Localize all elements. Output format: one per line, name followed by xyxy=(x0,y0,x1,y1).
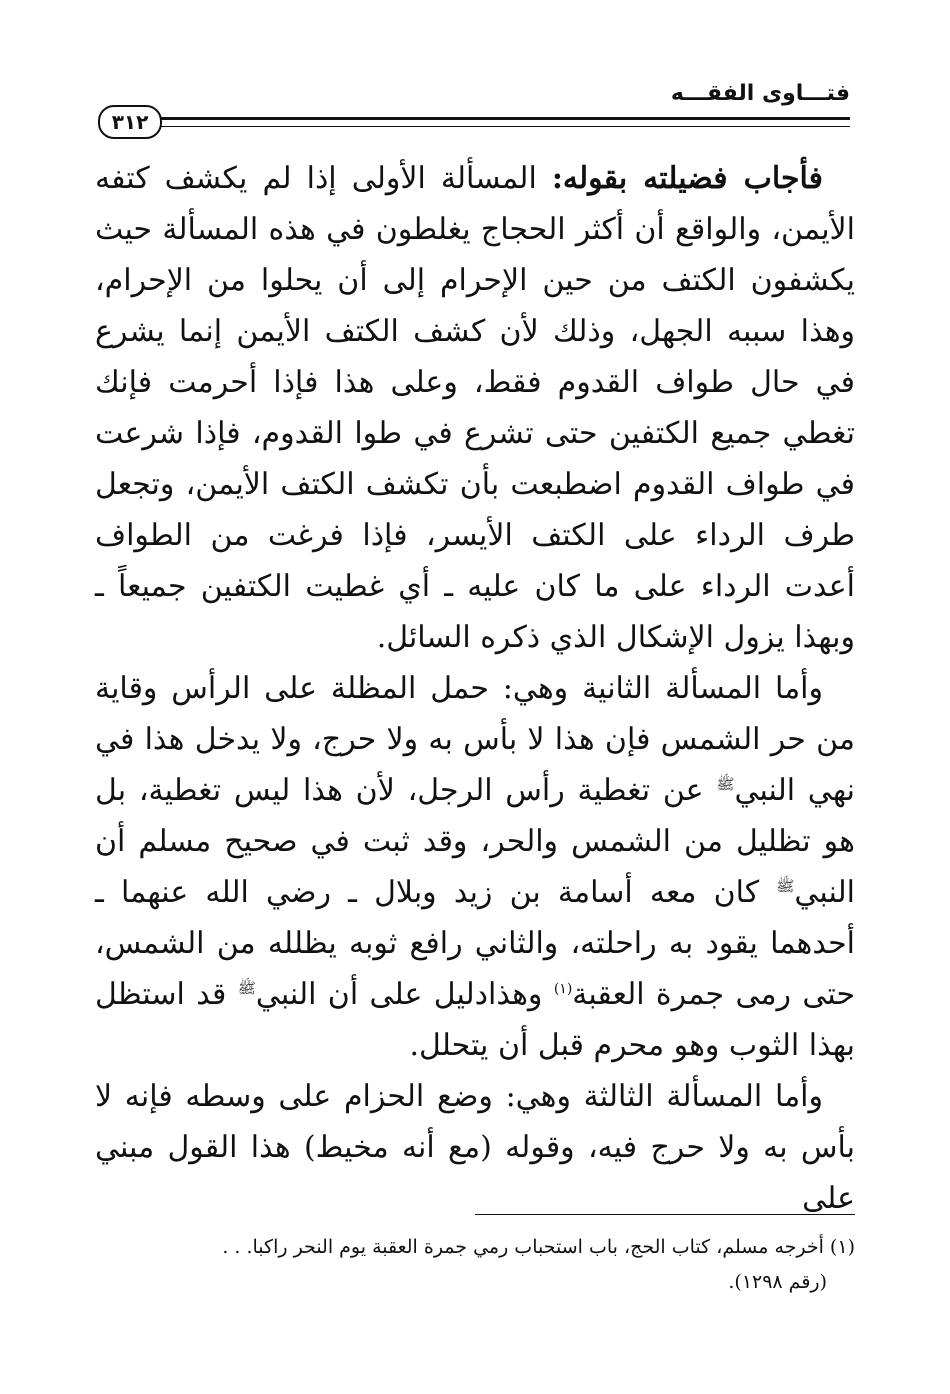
running-title: فتـــاوى الفقـــه xyxy=(670,81,850,106)
paragraph-2-part-b: عن تغطية رأس الرجل، لأن هذا ليس تغطية، بل هو تظليل من الشمس والحر، وقد ثبت في صحيح مسلم أن النبي xyxy=(95,773,855,910)
paragraph-2-part-a: وأما المسألة الثانية وهي: حمل المظلة على الرأس وقاية من حر الشمس فإن هذا لا بأس به ولا حرج، ولا يدخل هذا في نهي النبي xyxy=(95,671,855,808)
main-text xyxy=(95,153,855,1224)
paragraph-2 xyxy=(95,663,855,1071)
paragraph-2-part-d: وهذادليل على أن النبي xyxy=(255,977,543,1012)
footnote-1-line-1: (١) أخرجه مسلم، كتاب الحج، باب استحباب رمي جمرة العقبة يوم النحر راكبا. . . xyxy=(222,1236,855,1258)
footnote-1-line-2: (رقم ١٢٩٨). xyxy=(728,1271,827,1293)
pbuh-ligature: ﷺ xyxy=(237,979,256,997)
paragraph-1-text: المسألة الأولى إذا لم يكشف كتفه الأيمن، والواقع أن أكثر الحجاج يغلطون في هذه المسألة حيث يكشفون الكتف من حين الإحرام إلى أن يحلوا من الإحرام، وهذا سببه الجهل، وذلك لأن كشف الكتف الأيمن إنما يشرع في حال طواف القدوم فقط، وعلى هذا فإذا أحرمت فإنك تغطي جميع الكتفين حتى تشرع في طوا القدوم، فإذا شرعت في طواف القدوم اضطبعت بأن تكشف الكتف الأيمن، وتجعل طرف الرداء على الكتف الأيسر، فإذا فرغت من الطواف أعدت الرداء على ما كان عليه ـ أي غطيت الكتفين جميعاً ـ وبهذا يزول الإشكال الذي ذكره السائل. xyxy=(95,161,855,655)
pbuh-ligature: ﷺ xyxy=(716,775,735,793)
footnotes xyxy=(95,1230,855,1300)
paragraph-3-text: وأما المسألة الثالثة وهي: وضع الحزام على وسطه فإنه لا بأس به ولا حرج فيه، وقوله (مع أنه مخيط) هذا القول مبني على xyxy=(95,1079,855,1216)
header-rule xyxy=(150,117,850,127)
paragraph-2-part-c: كان معه أسامة بن زيد وبلال ـ رضي الله عنهما ـ أحدهما يقود به راحلته، والثاني رافع ثوبه يظلله من الشمس، حتى رمى جمرة العقبة xyxy=(95,875,856,1012)
footnote-rule xyxy=(475,1214,855,1215)
footnote-marker[interactable]: (١) xyxy=(553,981,573,997)
page-number: ٣١٢ xyxy=(98,105,162,139)
paragraph-1 xyxy=(95,153,855,663)
pbuh-ligature: ﷺ xyxy=(776,877,795,895)
paragraph-2-part-e: قد استظل بهذا الثوب وهو محرم قبل أن يتحلل. xyxy=(95,977,855,1063)
paragraph-3 xyxy=(95,1071,855,1224)
answer-lead: فأجاب فضيلته بقوله: xyxy=(551,161,823,196)
